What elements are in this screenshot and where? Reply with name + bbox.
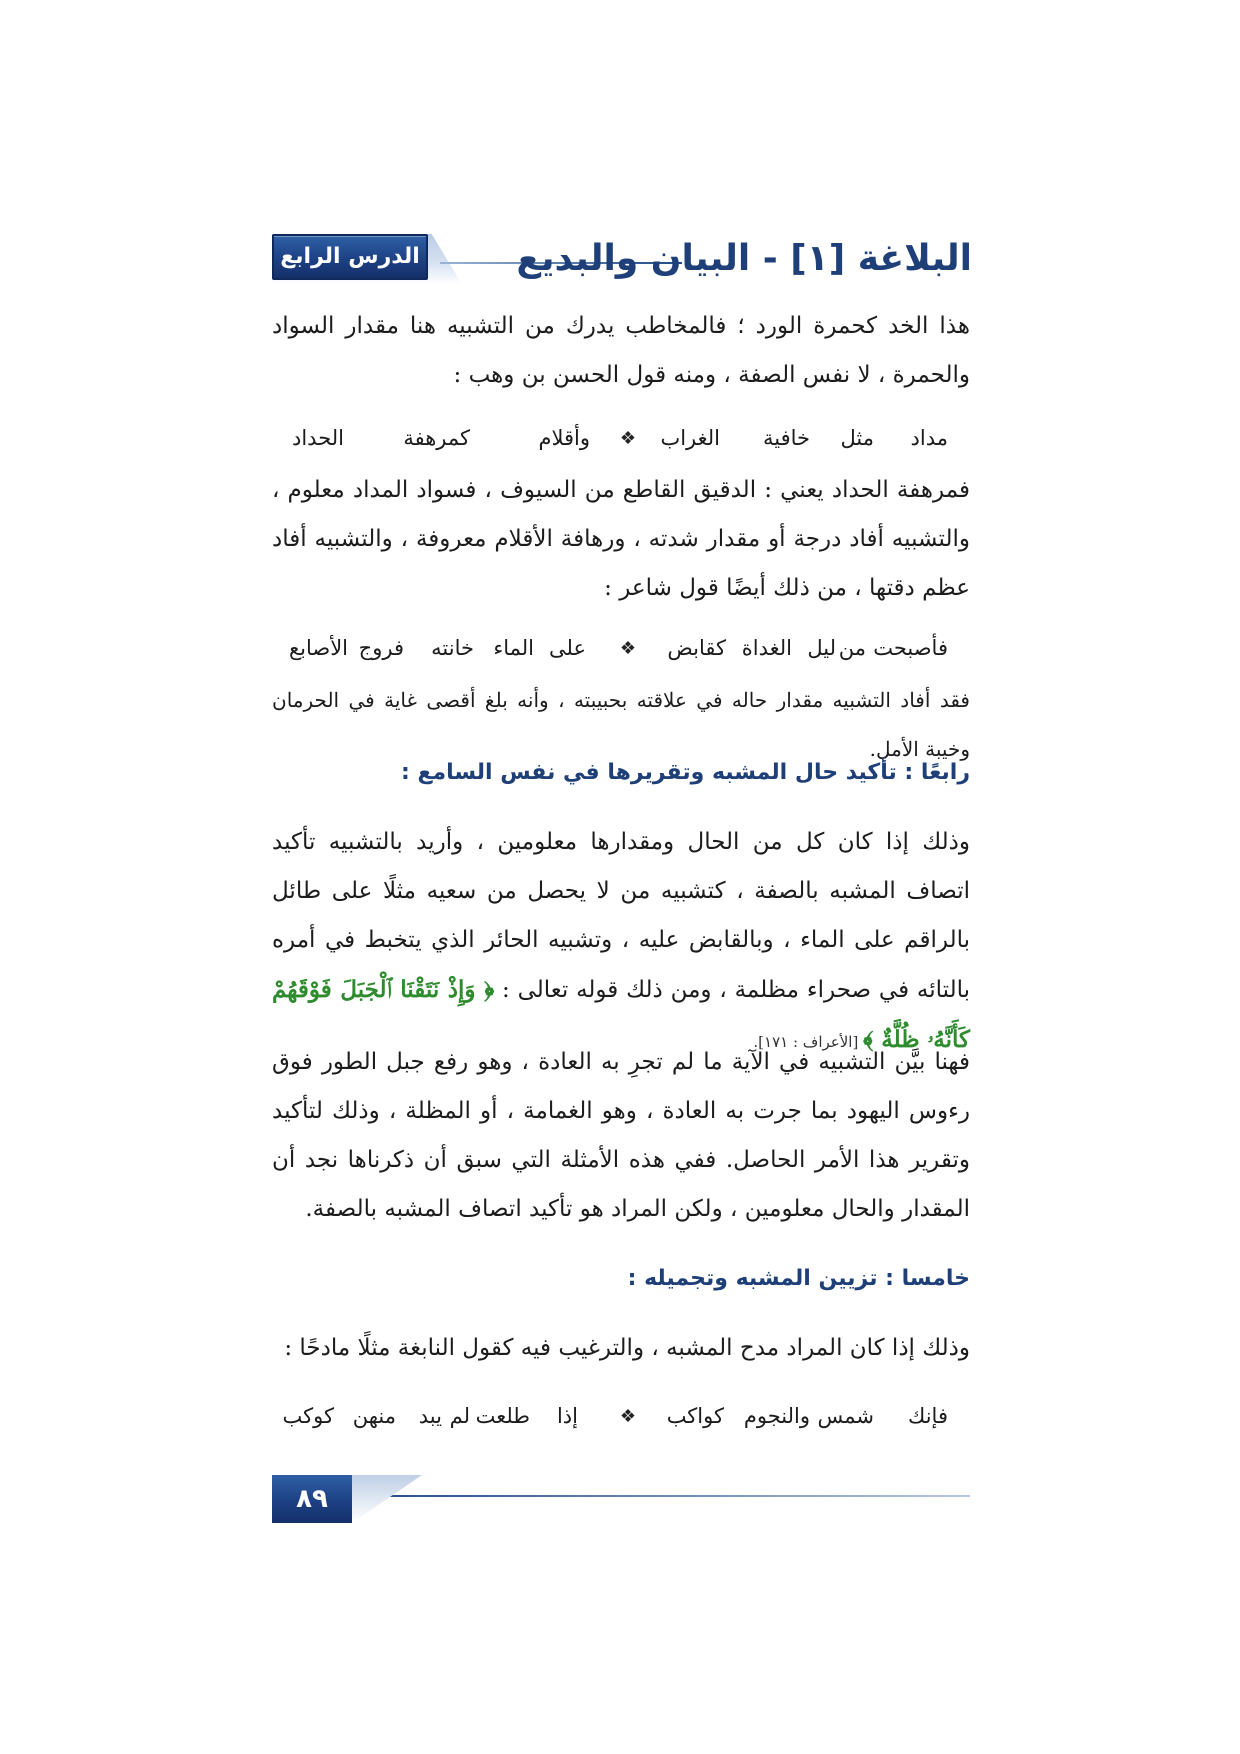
verse-word: كوكب <box>282 1404 334 1428</box>
quran-reference: [الأعراف : ١٧١]. <box>753 1033 864 1051</box>
verse-separator-icon: ❖ <box>619 428 636 449</box>
paragraph-intro <box>272 302 970 400</box>
verse-word: كمرهفة <box>403 426 470 450</box>
verse-word: الماء <box>493 636 534 660</box>
verse-line-2 <box>272 636 970 676</box>
paragraph-sixth <box>272 1324 970 1373</box>
page-number-tab-decoration <box>352 1475 422 1523</box>
verse-word: والنجوم <box>743 1404 810 1428</box>
verse-word: إذا <box>556 1404 578 1428</box>
verse-word: على <box>549 636 586 660</box>
verse-word: خانته <box>431 636 474 660</box>
paragraph-fifth <box>272 1038 970 1234</box>
verse-word: الأصابع <box>288 636 348 660</box>
verse-separator-icon: ❖ <box>619 1406 636 1427</box>
verse-line-1 <box>272 426 970 466</box>
paragraph-fourth <box>272 818 970 1067</box>
paragraph-text: فقد أفاد التشبيه مقدار حاله في علاقته بحبيبته ، وأنه بلغ أقصى غاية في الحرمان وخيبة الأمل. <box>272 688 970 761</box>
verse-word: مداد <box>910 426 948 450</box>
verse-word: لم <box>449 1404 470 1428</box>
verse-word: فإنك <box>908 1404 948 1428</box>
verse-word: طلعت <box>475 1404 530 1428</box>
page-number: ٨٩ <box>272 1475 352 1523</box>
paragraph-text: هذا الخد كحمرة الورد ؛ فالمخاطب يدرك من التشبيه هنا مقدار السواد والحمرة ، لا نفس الصفة ، ومنه قول الحسن بن وهب : <box>272 313 970 388</box>
paragraph-text: وذلك إذا كان المراد مدح المشبه ، والترغيب فيه كقول النابغة مثلًا مادحًا : <box>284 1335 970 1361</box>
verse-word: فأصبحت <box>873 636 948 660</box>
verse-word: الغداة <box>741 636 792 660</box>
page-header <box>272 234 972 288</box>
paragraph-text: فمرهفة الحداد يعني : الدقيق القاطع من السيوف ، فسواد المداد معلوم ، والتشبيه أفاد درجة أو مقدار شدته ، ورهافة الأقلام معروفة ، والتشبيه أفاد عظم دقتها ، من ذلك أيضًا قول شاعر : <box>272 477 970 601</box>
verse-word: كواكب <box>666 1404 724 1428</box>
verse-word: الحداد <box>292 426 344 450</box>
paragraph-text <box>272 818 970 1067</box>
verse-word: الغراب <box>660 426 720 450</box>
verse-word: فروج <box>358 636 404 660</box>
paragraph-text: فهنا بيَّن التشبيه في الآية ما لم تجرِ به العادة ، وهو رفع جبل الطور فوق رءوس اليهود بما جرت به العادة ، وهو الغمامة ، أو المظلة ، وذلك لتأكيد وتقرير هذا الأمر الحاصل. ففي هذه الأمثلة التي سبق أن ذكرناها نجد أن المقدار والحال معلومين ، ولكن المراد هو تأكيد اتصاف المشبه بالصفة. <box>272 1049 970 1222</box>
paragraph-text-part: وذلك إذا كان كل من الحال ومقدارها معلومين ، وأريد بالتشبيه تأكيد اتصاف المشبه بالصفة ، كتشبيه من لا يحصل من سعيه مثلًا على طائل بالراقم على الماء ، وبالقابض عليه ، وتشبيه الحائر الذي يتخبط في أمره بالتائه في صحراء مظلمة ، ومن ذلك قوله تعالى : <box>272 829 970 1003</box>
verse-word: خافية <box>762 426 810 450</box>
footer-rule <box>352 1495 970 1497</box>
section-heading-fourth: رابعًا : تأكيد حال المشبه وتقريرها في نفس السامع : <box>400 760 970 785</box>
lesson-label: الدرس الرابع <box>272 234 428 280</box>
verse-line-3 <box>272 1404 970 1444</box>
verse-word: كقابض <box>667 636 726 660</box>
paragraph-explanation <box>272 466 970 613</box>
book-title: البلاغة [١] - البيان والبديع <box>516 238 972 279</box>
verse-word: من <box>838 636 866 660</box>
verse-separator-icon: ❖ <box>619 638 636 659</box>
verse-word: وأقلام <box>538 426 590 450</box>
section-heading-fifth: خامسا : تزيين المشبه وتجميله : <box>627 1266 970 1291</box>
verse-word: ليل <box>807 636 836 660</box>
quran-verse: ﴿ وَإِذْ نَتَقْنَا ٱلْجَبَلَ فَوْقَهُمْ كَأَنَّهُۥ ظُلَّةٌ ﴾ <box>272 976 970 1053</box>
verse-word: مثل <box>840 426 874 450</box>
verse-word: منهن <box>352 1404 396 1428</box>
verse-word: شمس <box>817 1404 874 1428</box>
verse-word: يبد <box>418 1404 442 1428</box>
page-footer <box>272 1475 970 1527</box>
